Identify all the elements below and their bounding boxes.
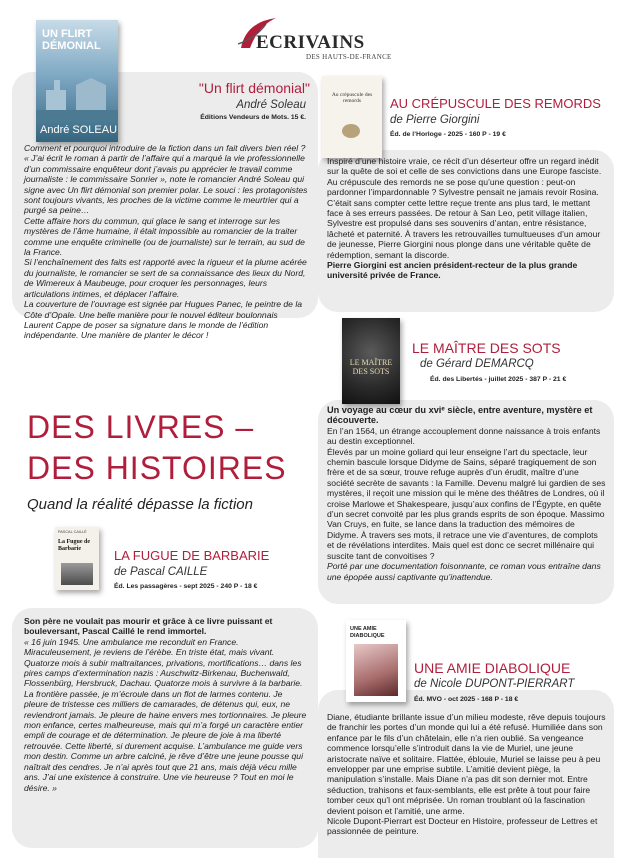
book2-publisher: Éd. de l’Horloge - 2025 - 160 P - 19 € <box>390 131 506 138</box>
book-cover-sots <box>342 318 400 404</box>
brand-logo <box>236 10 406 70</box>
brand-name: ECRIVAINS <box>256 32 365 53</box>
cover-title: UNE AMIE DIABOLIQUE <box>350 626 385 639</box>
quote: « 16 juin 1945. Une ambulance me reconduit en France. Miraculeusement, je reviens de l’érèbe. En triste état, mais vivant. Quatorze mois à subir maltraitances, privations, mortifications… dans les pires camps d’extermination nazis : Auschwitz-Birkenau, Buchenwald, Flossenbürg, Hersbruck, Dachau. Quatorze mois à survivre à la barbarie. La frontière passée, je m’écroule dans un flot de larmes contenu. Je pleure de tristesse ces milliers de camarades, de détenus qui, eux, ne reviendront jamais. Je pleure de haine envers mes tortionnaires. Je pleure mon enfance, certes malheureuse, mais qui m’a forgé un caractère entier empli de courage et de détermination. Je pleure de joie à ma liberté retrouvée. Cette liberté, si durement acquise. L’ambulance me guide vers mon destin. Comme un arbre calciné, je rêve d’être une jeune pousse qui naîtrait des cendres. Je n’ai après tout que 21 ans, mais déjà vécu mille ans. J’ai une existence à construire. Une vie heureuse ? Tout en moi le désire. » <box>24 636 307 793</box>
book2-author: de Pierre Giorgini <box>390 114 480 126</box>
book3-publisher: Éd. des Libertés - juillet 2025 - 387 P - 21 € <box>430 376 567 383</box>
book-cover-crepuscule <box>322 76 382 158</box>
cover-photo <box>61 563 93 585</box>
bold-note: Pierre Giorgini est ancien président-recteur de la plus grande université privée de France. <box>327 260 578 281</box>
paragraph: Inspiré d’une histoire vraie, ce récit d’un déserteur offre un regard inédit sur la quête de soi et celle de ses convictions dans une Europe fasciste. <box>327 156 602 177</box>
paragraph: Diane, étudiante brillante issue d’un milieu modeste, rêve depuis toujours de franchir les portes d’un monde qui lui a été refusé. Humiliée dans son enfance par le fils d’un châtelain, elle n’a rien oublié. Sa vengeance commence lorsqu’elle s’introduit dans la vie de Muriel, une jeune aristocrate naïve et solitaire. Flattée, éblouie, Muriel se laisse peu à peu envelopper par une emprise subtile. L’amitié devient piège, la manipulation s’installe. Mais Diane n’a pas dit son dernier mot. Entre séduction, trahisons et faux-semblants, elle est prête à tout pour faire tomber ceux qu’l ont méprisée. Un roman troublant où la fascination devient poison et l’amitié, une arme. <box>327 712 606 816</box>
cover-author: André SOLEAU <box>40 124 118 136</box>
book-cover-barbarie <box>55 527 99 590</box>
paragraph: Si l’enchaînement des faits est rapporté avec la rigueur et la plume acérée du journaliste, le romancier se sert de sa connaissance des lieux du Nord, de Wimereux à Maubeuge, pour croquer les personnages, leurs articulations intimes, et déplacer l’affaire. <box>24 257 307 299</box>
book3-title: LE MAÎTRE DES SOTS <box>412 340 561 356</box>
headline-line1: DES LIVRES – <box>27 409 255 445</box>
cover-ornament <box>342 124 360 138</box>
headline-line2: DES HISTOIRES <box>27 450 287 486</box>
book3-author: de Gérard DEMARCQ <box>420 358 534 370</box>
book1-publisher: Éditions Vendeurs de Mots. 15 €. <box>200 114 306 121</box>
cover-title: LE MAÎTRE DES SOTS <box>349 358 393 376</box>
book1-title: "Un flirt démonial" <box>198 80 310 96</box>
book-cover-flirt <box>36 20 118 142</box>
cover-photo <box>354 644 398 696</box>
closing: Porté par une documentation foisonnante, ce roman vous entraîne dans une épopée aussi captivante qu’inattendue. <box>327 561 601 582</box>
book-cover-amie <box>346 620 406 702</box>
book1-author: André Soleau <box>236 99 306 111</box>
cover-title: UN FLIRT DÉMONIAL <box>42 28 101 52</box>
book2-review <box>327 156 607 281</box>
book3-review <box>327 405 607 582</box>
paragraph: La couverture de l’ouvrage est signée par Hugues Panec, le peintre de la Côte d’Opale. Une belle manière pour le nouvel éditeur boulonnais Laurent Cappe de poser sa signature dans le monde de l’édition indépendante. Une manière de planter le décor ! <box>24 299 303 341</box>
book5-review <box>327 712 607 837</box>
brand-subtitle: DES HAUTS-DE-FRANCE <box>306 53 392 61</box>
lead: Un voyage au cœur du xviᵉ siècle, entre aventure, mystère et découverte. <box>327 405 593 426</box>
paragraph: Nicole Dupont-Pierrart est Docteur en Histoire, professeur de Lettres et passionnée de peinture. <box>327 816 598 837</box>
headline-tagline: Quand la réalité dépasse la fiction <box>27 496 253 513</box>
cover-illustration <box>36 60 118 120</box>
book1-review <box>24 143 308 341</box>
book5-publisher: Éd. MVO - oct 2025 - 168 P - 18 € <box>414 696 519 703</box>
cover-author: PASCAL CAILLÉ <box>58 530 87 534</box>
paragraph: En l’an 1564, un étrange accouplement donne naissance à trois enfants au destin exceptionnel. <box>327 425 601 447</box>
paragraph: Comment et pourquoi introduire de la fiction dans un fait divers bien réel ? « J’ai écrit le roman à partir de l’affaire qui a marqué la vie professionnelle d’un commissaire enquêteur dont j’avais pu apprécier le travail comme journaliste : le commissaire Sonrier », note le romancier André Soleau qui signe avec Un flirt démonial son premier polar. Le souci : les protagonistes sont toujours vivants, les proches de la victime comme le meurtrier qui a purgé sa peine… <box>24 143 308 216</box>
lead: Son père ne voulait pas mourir et grâce à ce livre puissant et bouleversant, Pascal Caillé le rend immortel. <box>24 616 273 637</box>
book5-author: de Nicole DUPONT-PIERRART <box>414 678 575 690</box>
book4-review <box>24 616 308 793</box>
book2-title: AU CRÉPUSCULE DES REMORDS <box>390 96 601 111</box>
book4-publisher: Éd. Les passagères - sept 2025 - 240 P - 18 € <box>114 583 258 590</box>
cover-title: Au crépuscule des remords <box>331 92 373 104</box>
cover-title: La Fugue de Barbarie <box>58 539 91 552</box>
book4-title: LA FUGUE DE BARBARIE <box>114 548 270 563</box>
book5-title: UNE AMIE DIABOLIQUE <box>414 660 571 676</box>
paragraph: Cette affaire hors du commun, qui glace le sang et interroge sur les mystères de l’âme humaine, il était impossible au romancier de la traiter comme une enquête criminelle (ou de journaliste) sur le terrain, au sud de la France. <box>24 215 305 258</box>
paragraph: Élevés par un moine goliard qui leur enseigne l’art du spectacle, leur chemin bascule lorsque Didyme de Sains, séparé tragiquement de son frère et de sa sœur, trouve refuge auprès d’un érudit, maître d’une société secrète de savants : la Famille. Devenu malgré lui gardien de ses mystères, il reçoit une mission qui le mène des théâtres de Londres, où il croise Marlowe et Shakespeare, jusqu’aux confins de l’Égypte, en quête d’un secret convoité par les plus grands esprits de son époque. Massimo Van Cruys, en fuite, se lance dans la traduction des mémoires de Didyme. À travers ses mots, il retrace une vie d’aventures, de complots et de révélations interdites. Mais quel est donc ce secret millénaire qui suscite tant de convoitises ? <box>327 446 606 561</box>
book4-author: de Pascal CAILLE <box>114 566 208 578</box>
paragraph: Au crépuscule des remords ne se pose qu’une question : peut-on pardonner l’impardonnable ? Sylvestre pensait ne jamais revoir Rosina. C’était sans compter cette lettre reçue trente ans plus tard, le mettant face à ses erreurs passées. De retour à San Leo, petit village italien, Sylvestre est propulsé dans ses souvenirs d’antan, entre résistance, lâcheté et paternité. À travers les retrouvailles tumultueuses d’un amour de jeunesse, Pierre Giorgini nous plonge dans une véritable quête de rédemption, semant la discorde. <box>327 176 601 260</box>
